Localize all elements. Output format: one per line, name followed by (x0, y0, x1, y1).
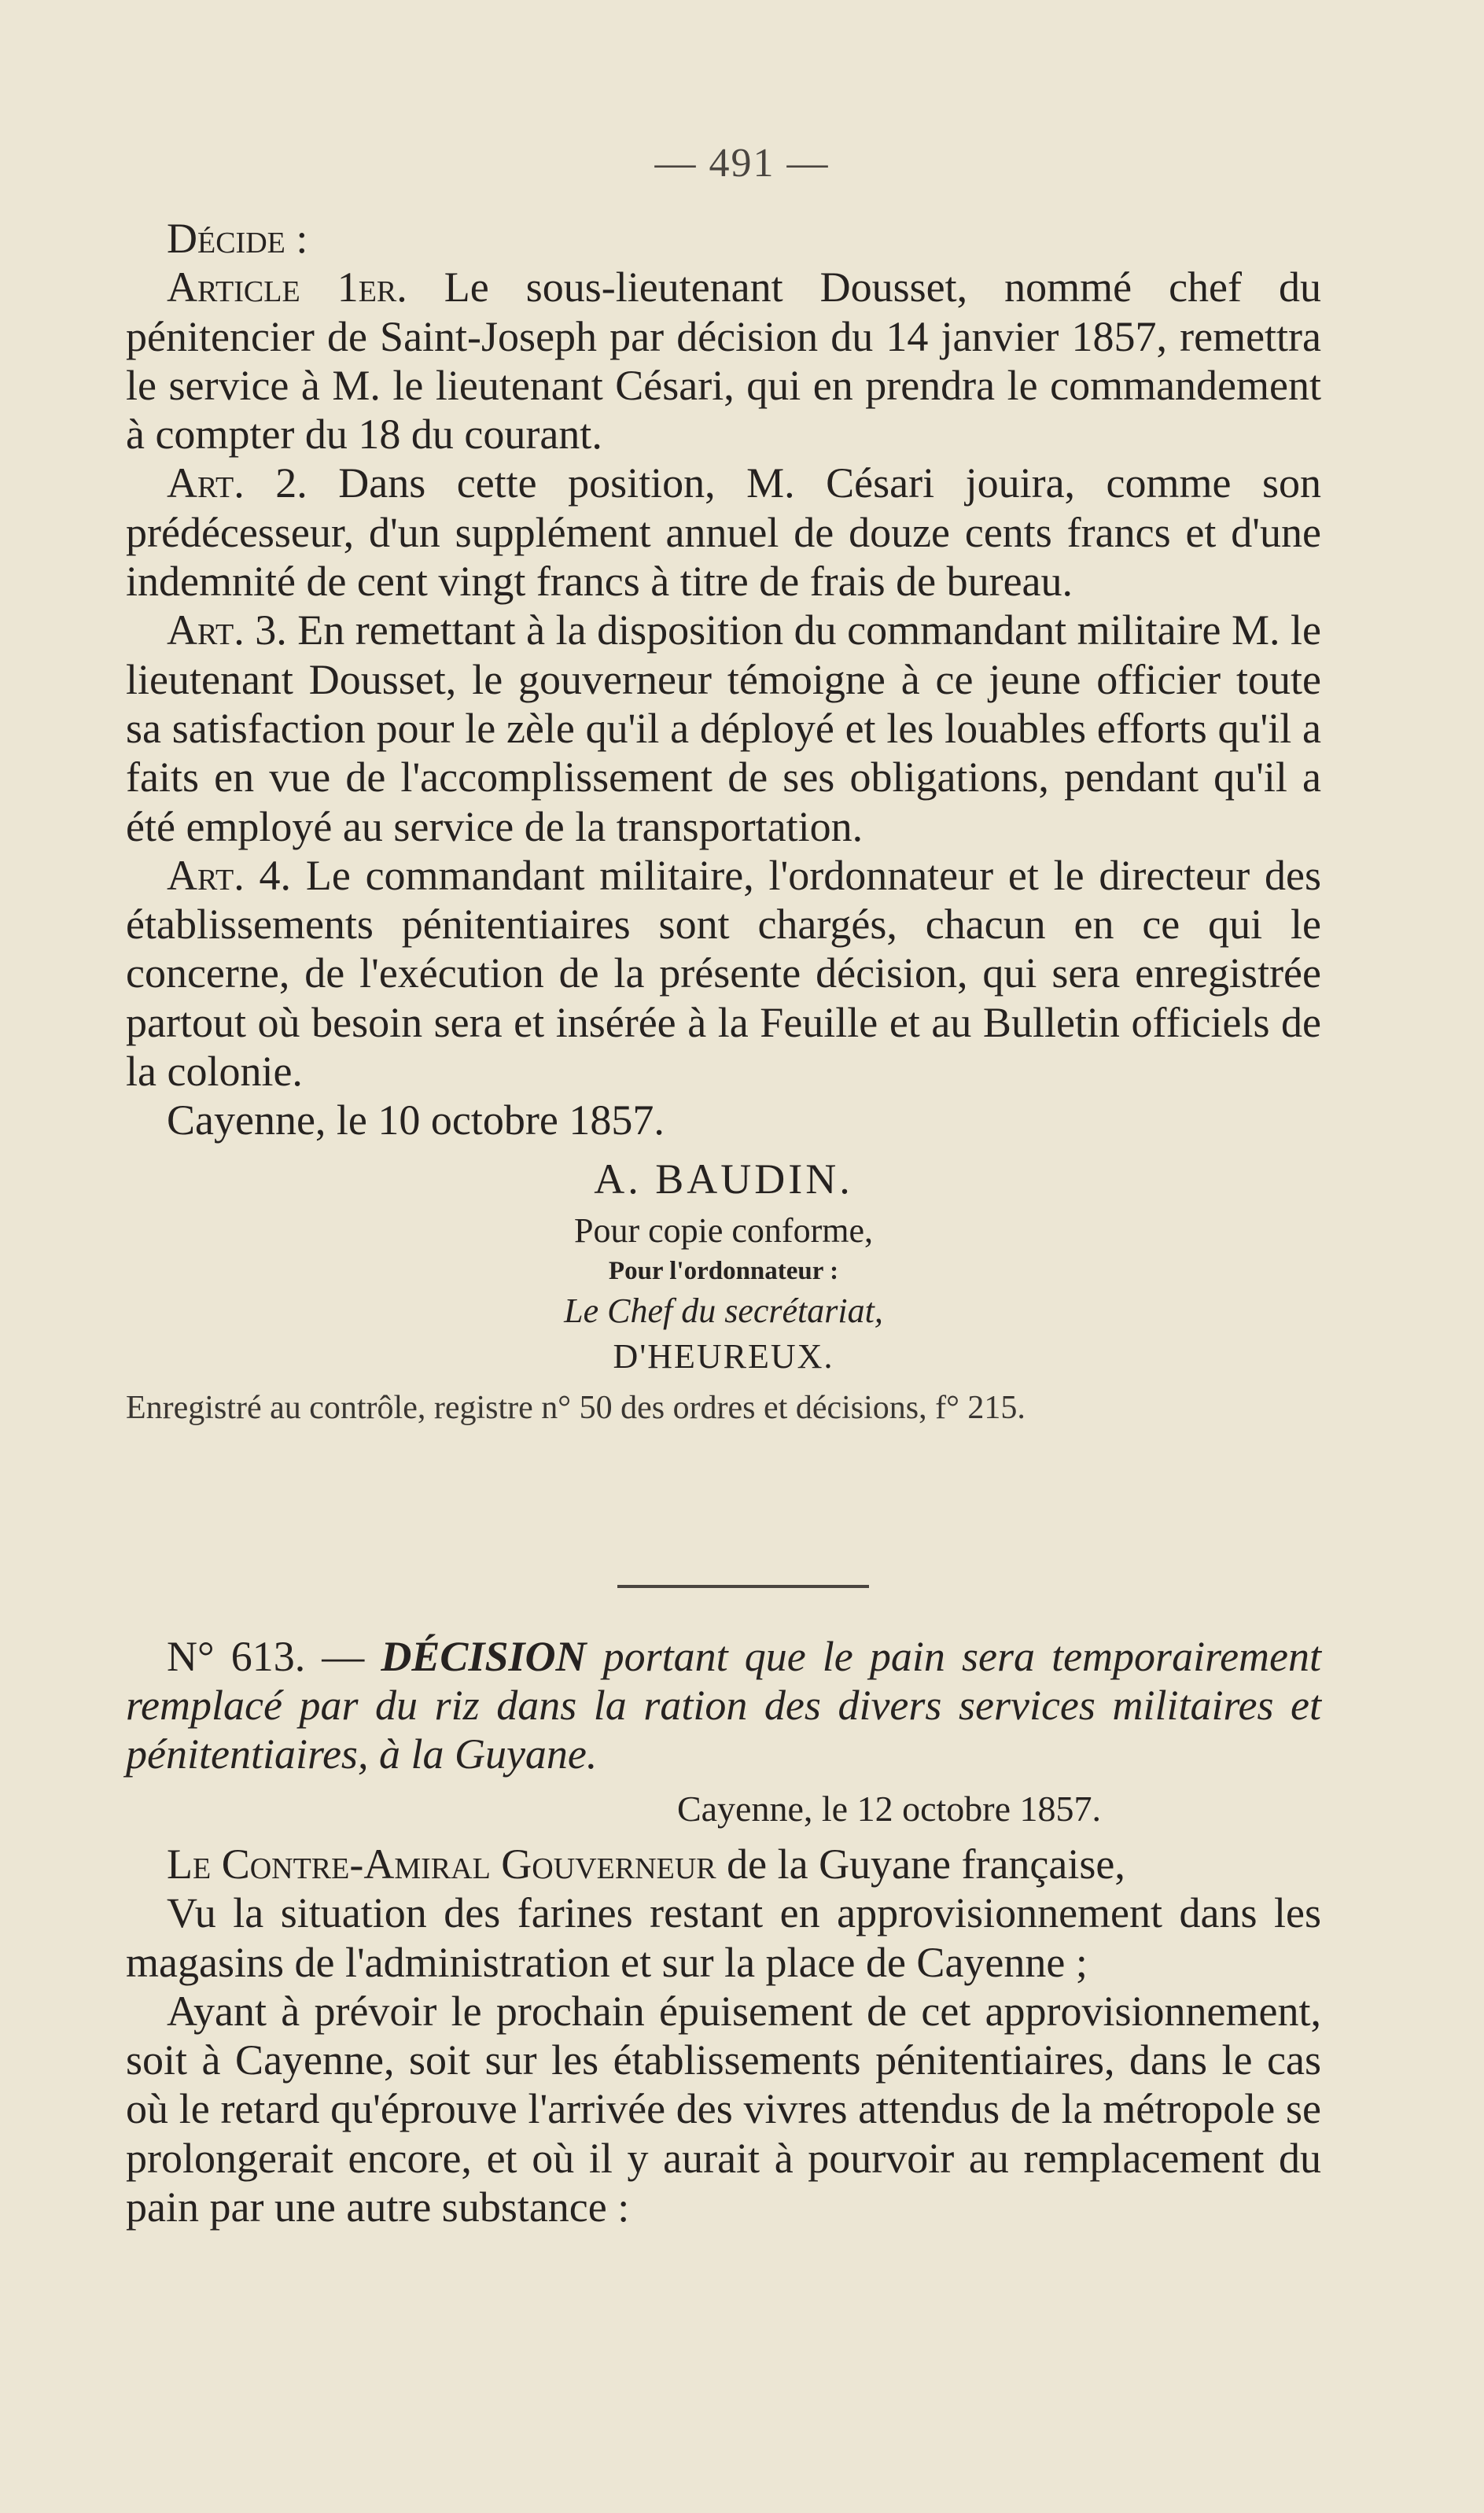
decision-number: N° 613. — (167, 1633, 365, 1680)
article-4-label: Art. 4. (167, 851, 292, 899)
decision-date: Cayenne, le 12 octobre 1857. (676, 1789, 1101, 1829)
article-1 (126, 263, 1321, 459)
article-3-label: Art. 3. (167, 606, 287, 654)
governor-title: Le Contre-Amiral Gouverneur (167, 1841, 716, 1888)
decision-title (126, 1632, 1321, 1778)
signature-block (126, 1150, 1321, 1380)
article-1-label: Article 1er. (167, 263, 407, 311)
registration-note: Enregistré au contrôle, registre n° 50 des ordres et décisions, f° 215. (126, 1389, 1026, 1426)
second-decision (126, 1632, 1321, 2231)
place-date: Cayenne, le 10 octobre 1857. (167, 1096, 665, 1144)
article-4-text: Le commandant militaire, l'ordonnateur et le directeur des établissements pénitentiaires sont chargés, chacun en ce qui le concerne, de l'exécution de la présente décision, qui sera enregistrée partout où besoin sera et insérée à la Feuille et au Bulletin officiels de la colonie. (126, 851, 1322, 1096)
secretary-name: D'HEUREUX. (613, 1336, 834, 1376)
decision-title-text: portant que le pain sera temporairement remplacé par du riz dans la ration des divers services militaires et pénitentiaires, à la Guyane. (126, 1633, 1322, 1778)
decision-intro (126, 1840, 1321, 1888)
article-2-text: Dans cette position, M. Césari jouira, comme son prédécesseur, d'un supplément annuel de douze cents francs et d'une indemnité de cent vingt francs à titre de frais de bureau. (126, 459, 1321, 606)
considerant-ayant: Ayant à prévoir le prochain épuisement de cet approvisionnement, soit à Cayenne, soit sur les établissements pénitentiaires, dans le cas où le retard qu'éprouve l'arrivée des vivres attendus de la métropole se prolongerait encore, et où il y aurait à pourvoir au remplacement du pain par une autre substance : (126, 1987, 1321, 2231)
governor-title-rest: de la Guyane française, (727, 1841, 1125, 1888)
article-3 (126, 606, 1321, 850)
section-divider (617, 1585, 869, 1588)
article-3-text: En remettant à la disposition du commandant militaire M. le lieutenant Dousset, le gouverneur témoigne à ce jeune officier toute sa satisfaction pour le zèle qu'il a déployé et les louables efforts qu'il a faits en vue de l'accomplissement de ses obligations, pendant qu'il a été employé au service de la transportation. (126, 606, 1322, 850)
signature-name: A. BAUDIN. (594, 1155, 853, 1203)
copy-conforme: Pour copie conforme, (574, 1210, 873, 1250)
article-2-label: Art. 2. (167, 459, 307, 507)
chief-secretariat: Le Chef du secrétariat, (564, 1291, 883, 1330)
for-ordonnateur: Pour l'ordonnateur : (608, 1256, 839, 1285)
decision-title-bold: DÉCISION (381, 1633, 587, 1680)
article-2 (126, 459, 1321, 606)
article-1-text: Le sous-lieutenant Dousset, nommé chef du pénitencier de Saint-Joseph par décision du 14 janvier 1857, remettra le service à M. le lieutenant Césari, qui en prendra le commandement à compter du 18 du courant. (126, 263, 1321, 459)
article-4 (126, 851, 1321, 1096)
first-decision (126, 214, 1321, 1432)
decide-heading: Décide : (167, 215, 308, 262)
page-number: — 491 — (654, 141, 830, 186)
considerant-vu: Vu la situation des farines restant en approvisionnement dans les magasins de l'administration et sur la place de Cayenne ; (126, 1889, 1321, 1986)
